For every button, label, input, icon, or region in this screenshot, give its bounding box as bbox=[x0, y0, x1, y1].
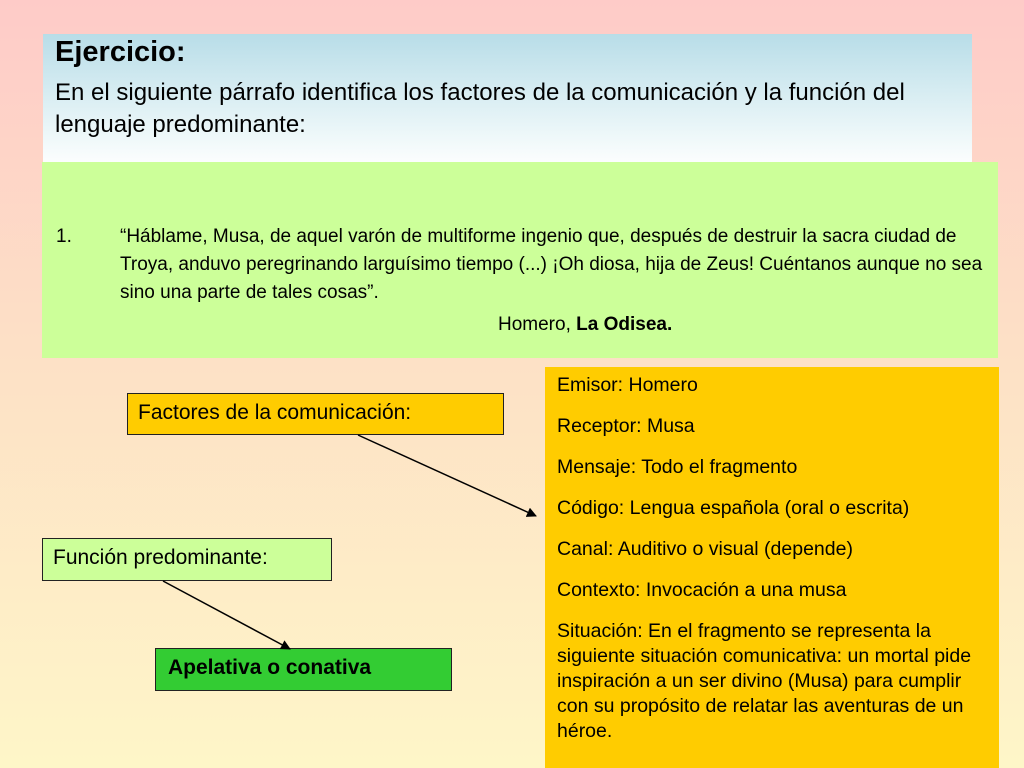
funcion-label: Función predominante: bbox=[42, 538, 332, 581]
arrow-factores-to-list bbox=[358, 435, 536, 516]
quote-number: 1. bbox=[56, 226, 72, 247]
factor-codigo: Código: Lengua española (oral o escrita) bbox=[557, 497, 910, 519]
factor-contexto: Contexto: Invocación a una musa bbox=[557, 579, 847, 601]
factor-receptor: Receptor: Musa bbox=[557, 415, 695, 437]
quote-attribution bbox=[498, 311, 672, 339]
factor-emisor: Emisor: Homero bbox=[557, 374, 698, 396]
quote-work: La Odisea. bbox=[576, 314, 673, 335]
factors-list bbox=[545, 367, 999, 768]
exercise-heading: Ejercicio: bbox=[55, 36, 186, 68]
answer-label: Apelativa o conativa bbox=[155, 648, 452, 691]
factores-label: Factores de la comunicación: bbox=[127, 393, 504, 435]
factor-canal: Canal: Auditivo o visual (depende) bbox=[557, 538, 853, 560]
factor-mensaje: Mensaje: Todo el fragmento bbox=[557, 456, 798, 478]
factor-situacion: Situación: En el fragmento se representa la siguiente situación comunicativa: un mortal pide inspiración a un ser divino (Musa) para cumplir con su propósito de relatar las aventuras de un héroe. bbox=[557, 620, 972, 742]
quote-text: “Háblame, Musa, de aquel varón de multiforme ingenio que, después de destruir la sacra ciudad de Troya, anduvo peregrinando larguísimo tiempo (...) ¡Oh diosa, hija de Zeus! Cuéntanos aunque no sea sino una parte de tales cosas”. bbox=[120, 226, 983, 303]
quote-author: Homero, bbox=[498, 314, 571, 335]
quote-box bbox=[42, 162, 998, 358]
exercise-instruction: En el siguiente párrafo identifica los factores de la comunicación y la función del lenguaje predominante: bbox=[55, 79, 905, 138]
arrow-funcion-to-answer bbox=[163, 581, 290, 649]
title-box bbox=[43, 34, 972, 169]
